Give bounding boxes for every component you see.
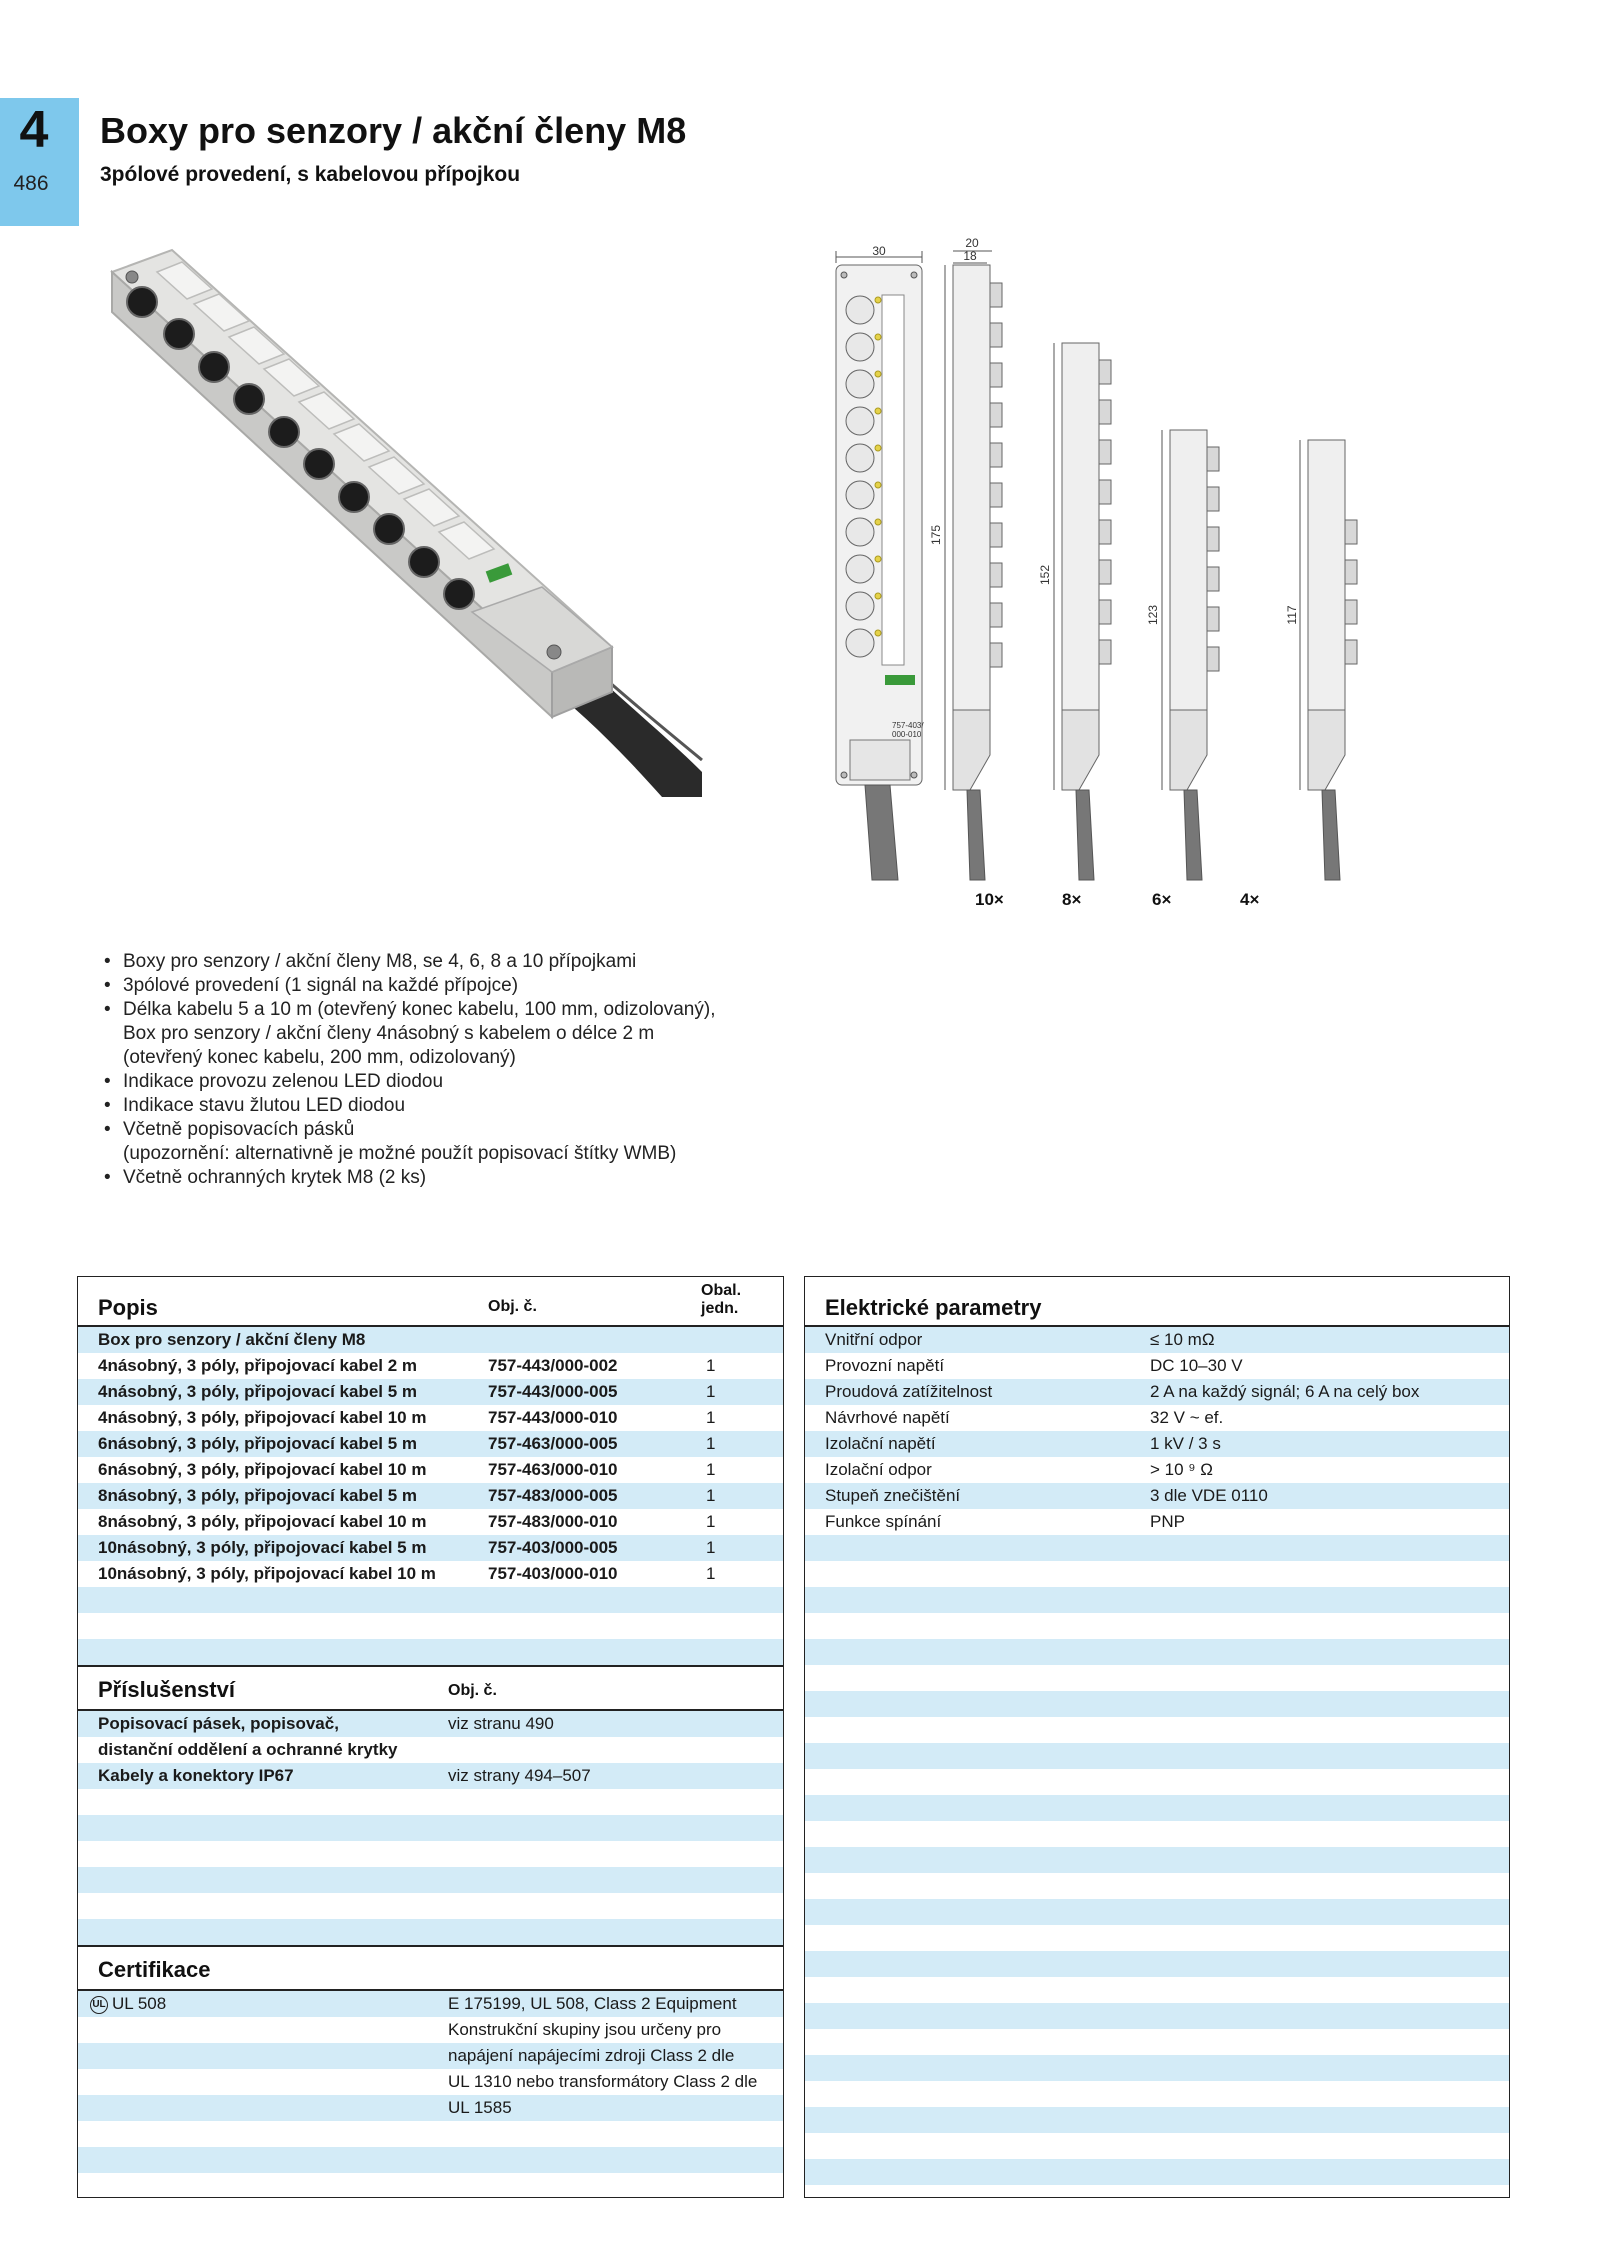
product-row-order: 757-443/000-005 (488, 1382, 618, 1401)
feature-item-continuation: (otevřený konec kabelu, 200 mm, odizolovaný) (123, 1047, 516, 1068)
accessory-desc: Popisovací pásek, popisovač, (98, 1714, 339, 1733)
product-photo (102, 232, 702, 797)
param-name: Izolační napětí (825, 1434, 936, 1453)
page-subtitle: 3pólové provedení, s kabelovou přípojkou (100, 163, 521, 186)
electrical-parameters-panel (804, 1276, 1510, 2198)
section-divider (78, 1945, 783, 1947)
dim-width: 30 (872, 244, 886, 258)
feature-item-continuation: (upozornění: alternativně je možné použít popisovací štítky WMB) (123, 1143, 677, 1164)
certification-line: UL 1310 nebo transformátory Class 2 dle (448, 2072, 758, 2091)
page-title: Boxy pro senzory / akční členy M8 (100, 110, 687, 151)
certification-line: napájení napájecími zdroji Class 2 dle (448, 2046, 735, 2065)
product-row-pack: 1 (706, 1382, 716, 1401)
product-row-order: 757-483/000-010 (488, 1512, 618, 1531)
product-row-pack: 1 (706, 1564, 716, 1583)
feature-item: • Délka kabelu 5 a 10 m (otevřený konec kabelu, 100 mm, odizolovaný), (102, 998, 782, 1022)
certification-line: Konstrukční skupiny jsou určeny pro (448, 2020, 722, 2039)
param-value: 3 dle VDE 0110 (1150, 1486, 1268, 1505)
product-row-desc: 6násobný, 3 póly, připojovací kabel 10 m (98, 1460, 427, 1479)
chapter-number: 4 (19, 101, 49, 159)
feature-item-continuation: Box pro senzory / akční členy 4násobný s kabelem o délce 2 m (123, 1023, 655, 1044)
param-value: 32 V ~ ef. (1150, 1408, 1224, 1427)
dim-depth-inner: 18 (963, 249, 977, 263)
product-row-pack: 1 (706, 1356, 716, 1375)
dim-height-10: 175 (929, 524, 943, 546)
param-name: Návrhové napětí (825, 1408, 950, 1427)
param-name: Proudová zatížitelnost (825, 1382, 993, 1401)
product-row-pack: 1 (706, 1486, 716, 1505)
accessory-ref: viz stranu 490 (448, 1714, 554, 1733)
section-divider (78, 1665, 783, 1667)
order-number-column-header: Obj. č. (488, 1298, 537, 1315)
pack-unit-column-header-1: Obal. (701, 1282, 742, 1299)
product-group-title: Box pro senzory / akční členy M8 (98, 1330, 366, 1349)
param-name: Izolační odpor (825, 1460, 932, 1479)
param-name: Stupeň znečištění (825, 1486, 961, 1505)
device-label-2: 000-010 (892, 730, 922, 739)
feature-item: • Indikace stavu žlutou LED diodou (102, 1094, 782, 1118)
param-value: ≤ 10 mΩ (1150, 1330, 1215, 1349)
page-number: 486 (13, 172, 49, 195)
certification-line: UL 1585 (448, 2098, 512, 2117)
param-value: 1 kV / 3 s (1150, 1434, 1221, 1453)
product-row-pack: 1 (706, 1408, 716, 1427)
dim-height-4: 117 (1285, 605, 1299, 625)
dimension-drawing (830, 235, 1270, 915)
param-value: PNP (1150, 1512, 1185, 1531)
ul-mark-icon: UL (90, 1996, 108, 2014)
variant-label-8: 8× (1062, 890, 1082, 909)
product-row-order: 757-403/000-010 (488, 1564, 618, 1583)
variant-label-10: 10× (975, 890, 1004, 909)
product-row-pack: 1 (706, 1512, 716, 1531)
product-row-order: 757-403/000-005 (488, 1538, 618, 1557)
product-row-order: 757-483/000-005 (488, 1486, 618, 1505)
product-row-desc: 10násobný, 3 póly, připojovací kabel 10 m (98, 1564, 436, 1583)
pack-unit-column-header-2: jedn. (701, 1300, 739, 1317)
feature-item: • Včetně popisovacích pásků (102, 1118, 782, 1142)
feature-item: • Boxy pro senzory / akční členy M8, se 4, 6, 8 a 10 přípojkami (102, 950, 782, 974)
accessory-desc: Kabely a konektory IP67 (98, 1766, 294, 1785)
electrical-heading: Elektrické parametry (825, 1295, 1042, 1320)
variant-label-4: 4× (1240, 890, 1260, 909)
product-row-desc: 4násobný, 3 póly, připojovací kabel 2 m (98, 1356, 418, 1375)
variant-label-6: 6× (1152, 890, 1172, 909)
param-name: Vnitřní odpor (825, 1330, 923, 1349)
product-row-order: 757-463/000-010 (488, 1460, 618, 1479)
param-name: Funkce spínání (825, 1512, 942, 1531)
product-row-order: 757-443/000-010 (488, 1408, 618, 1427)
description-heading: Popis (98, 1295, 158, 1320)
certification-line: E 175199, UL 508, Class 2 Equipment (448, 1994, 737, 2013)
feature-item: • 3pólové provedení (1 signál na každé přípojce) (102, 974, 782, 998)
ul-certification: UL UL 508 (90, 1991, 166, 2017)
product-row-pack: 1 (706, 1460, 716, 1479)
param-name: Provozní napětí (825, 1356, 945, 1375)
param-value: > 10 ⁹ Ω (1150, 1460, 1213, 1479)
accessories-heading: Příslušenství (98, 1677, 235, 1702)
ordering-panel (77, 1276, 784, 2198)
product-row-order: 757-443/000-002 (488, 1356, 618, 1375)
accessories-order-column-header: Obj. č. (448, 1682, 497, 1699)
device-label-1: 757-403/ (892, 721, 924, 730)
product-row-desc: 6násobný, 3 póly, připojovací kabel 5 m (98, 1434, 418, 1453)
product-row-pack: 1 (706, 1538, 716, 1557)
dim-depth-outer: 20 (965, 236, 979, 250)
param-value: 2 A na každý signál; 6 A na celý box (1150, 1382, 1420, 1401)
product-row-desc: 4násobný, 3 póly, připojovací kabel 10 m (98, 1408, 427, 1427)
side-view-4x (1285, 430, 1370, 890)
product-row-pack: 1 (706, 1434, 716, 1453)
accessory-desc: distanční oddělení a ochranné krytky (98, 1740, 398, 1759)
product-row-desc: 8násobný, 3 póly, připojovací kabel 10 m (98, 1512, 427, 1531)
accessory-ref: viz strany 494–507 (448, 1766, 591, 1785)
dim-height-6: 123 (1146, 604, 1160, 626)
product-row-order: 757-463/000-005 (488, 1434, 618, 1453)
certification-heading: Certifikace (98, 1957, 211, 1982)
product-row-desc: 4násobný, 3 póly, připojovací kabel 5 m (98, 1382, 418, 1401)
feature-item: • Včetně ochranných krytek M8 (2 ks) (102, 1166, 782, 1190)
feature-item: • Indikace provozu zelenou LED diodou (102, 1070, 782, 1094)
product-row-desc: 8násobný, 3 póly, připojovací kabel 5 m (98, 1486, 418, 1505)
dim-height-8: 152 (1038, 564, 1052, 586)
feature-list (102, 950, 782, 1190)
param-value: DC 10–30 V (1150, 1356, 1243, 1375)
product-row-desc: 10násobný, 3 póly, připojovací kabel 5 m (98, 1538, 427, 1557)
